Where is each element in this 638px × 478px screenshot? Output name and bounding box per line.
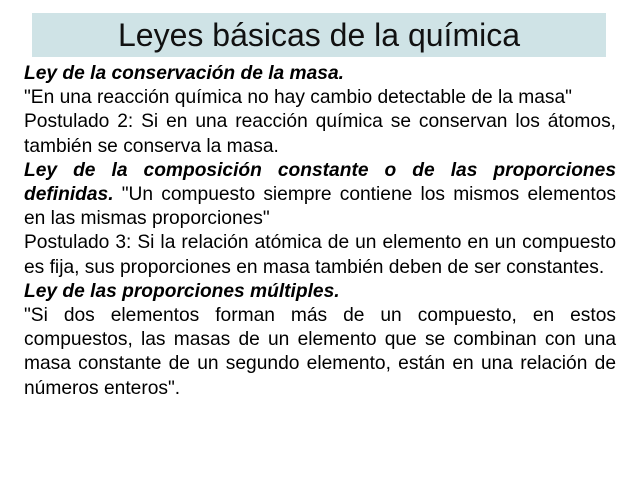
law-heading-text: Ley de la composición constante o de las proporciones definidas. [24, 159, 616, 206]
postulate-3: Postulado 3: Si la relación atómica de un elemento en un compuesto es fija, sus proporciones en masa también deben de ser constantes. [24, 232, 616, 278]
slide-body [24, 62, 616, 401]
law-heading-text: Ley de la conservación de la masa. [24, 63, 344, 84]
law-heading-text: Ley de las proporciones múltiples. [24, 280, 340, 302]
law-multiple-proportions-heading [24, 280, 616, 304]
title-banner [32, 13, 606, 57]
law-conservation-heading [24, 62, 616, 86]
law-definite-proportions-statement: "Un compuesto siempre contiene los mismos elementos en las mismas proporciones" [24, 184, 616, 230]
law-multiple-proportions-statement: "Si dos elementos forman más de un compuesto, en estos compuestos, las masas de un elemento que se combinan con una masa constante de un segundo elemento, están en una relación de números enteros". [24, 305, 616, 399]
postulate-2: Postulado 2: Si en una reacción química se conservan los átomos, también se conserva la masa. [24, 111, 616, 157]
law-definite-proportions [24, 159, 616, 232]
slide-title: Leyes básicas de la química [118, 17, 520, 53]
law-conservation-statement: "En una reacción química no hay cambio detectable de la masa" [24, 87, 572, 109]
